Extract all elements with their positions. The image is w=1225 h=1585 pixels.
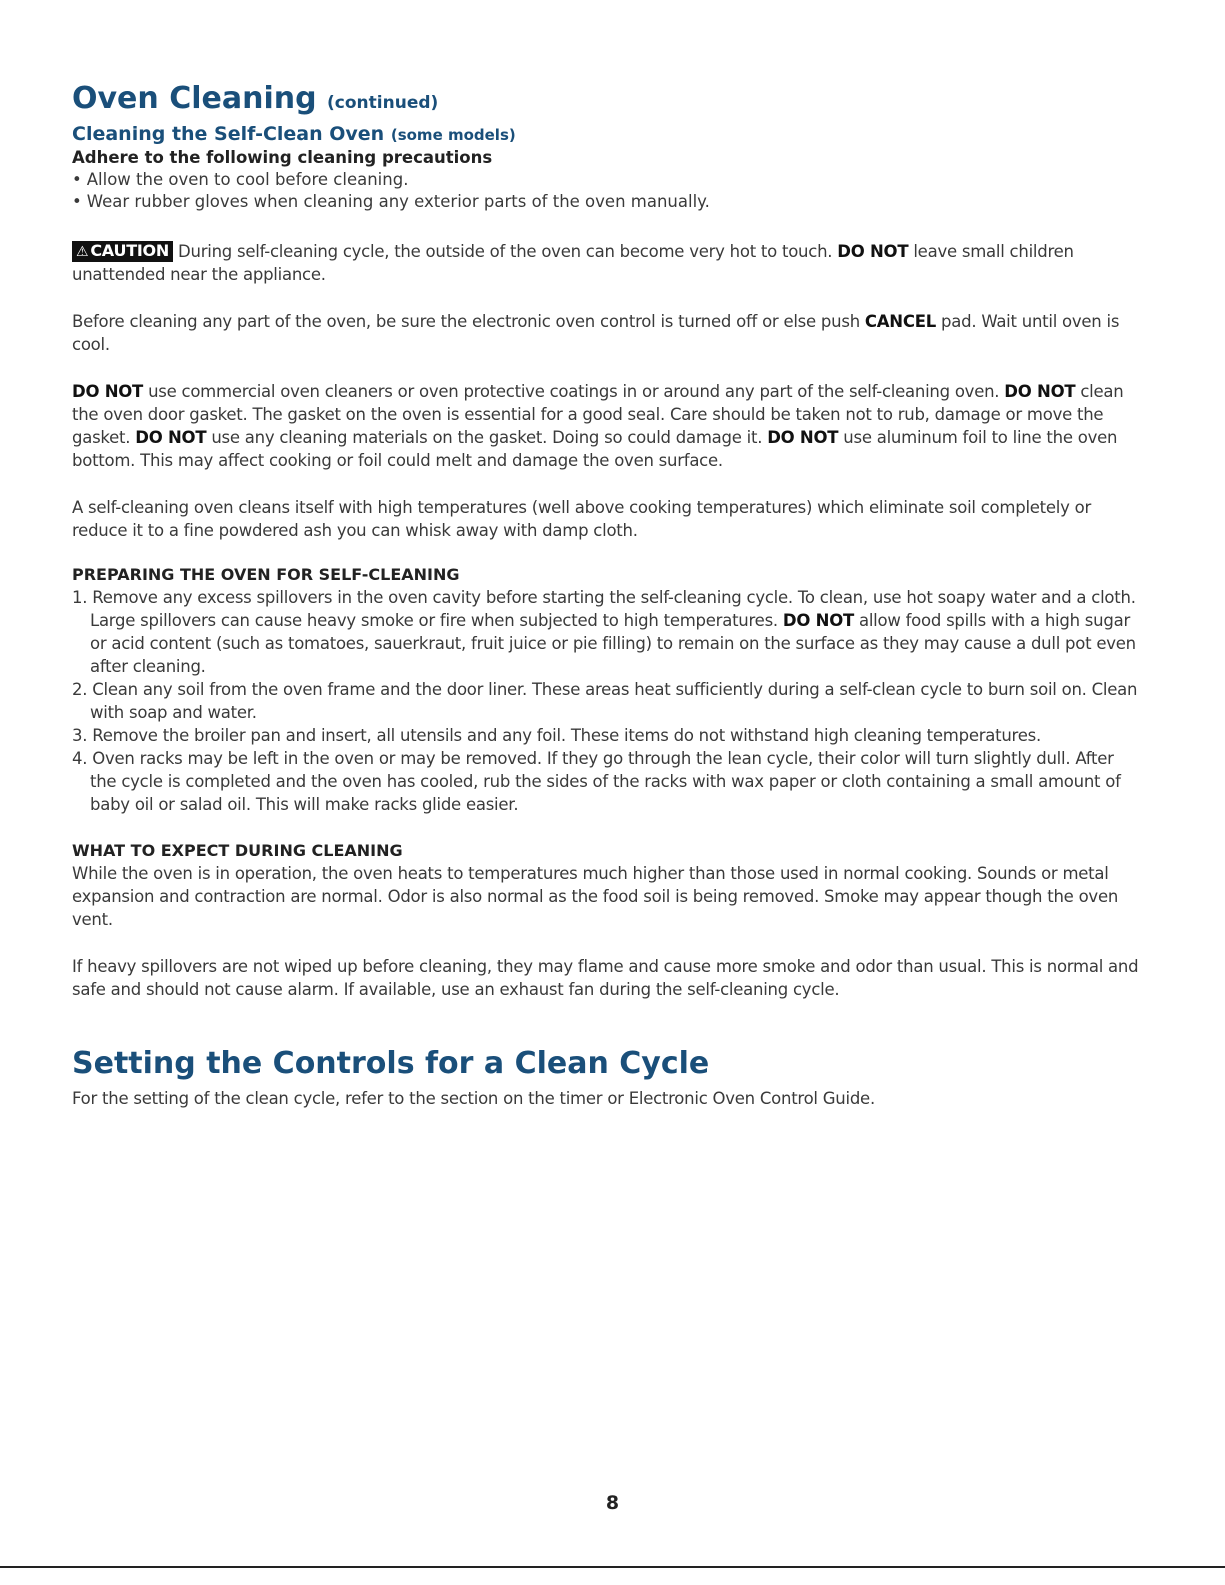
caution-text-end: leave small children unattended near the appliance. (72, 242, 1074, 284)
page-number: 8 (605, 1492, 620, 1514)
step-number: 1. (72, 588, 88, 607)
spillover-paragraph: If heavy spillovers are not wiped up before cleaning, they may flame and cause more smoke and odor than usual. This is normal and safe and should not cause alarm. If available, use an exhaust fan during the self-cleaning cycle. (72, 957, 1139, 999)
step-number: 3. (72, 726, 88, 745)
self-clean-paragraph: A self-cleaning oven cleans itself with high temperatures (well above cooking temperatures) which eliminate soil completely or reduce it to a fine powdered ash you can whisk away with damp cloth. (72, 498, 1092, 540)
list-item (72, 724, 1140, 747)
list-item (72, 747, 1140, 816)
controls-heading: Setting the Controls for a Clean Cycle (72, 1046, 710, 1081)
controls-paragraph: For the setting of the clean cycle, refer to the section on the timer or Electronic Oven Control Guide. (72, 1089, 875, 1108)
expect-paragraph: While the oven is in operation, the oven heats to temperatures much higher than those used in normal cooking. Sounds or metal expansion and contraction are normal. Odor is also normal as the food soil is being removed. Smoke may appear though the oven vent. (72, 864, 1119, 929)
caution-text: During self-cleaning cycle, the outside of the oven can become very hot to touch. (178, 242, 833, 261)
do-not-text: use aluminum foil to line the oven bottom. This may affect cooking or foil could melt and damage the oven surface. (72, 428, 1118, 470)
step-text: Remove the broiler pan and insert, all utensils and any foil. These items do not withstand high cleaning temperatures. (92, 726, 1041, 745)
do-not-text: clean the oven door gasket. The gasket on the oven is essential for a good seal. Care should be taken not to rub, damage or move the gasket. (72, 382, 1124, 447)
step-keyword: DO NOT (782, 611, 854, 630)
preparing-steps (72, 586, 1140, 816)
step-text: Clean any soil from the oven frame and the door liner. These areas heat sufficiently during a self-clean cycle to burn soil on. Clean with soap and water. (90, 680, 1138, 722)
cancel-keyword: CANCEL (864, 312, 937, 331)
step-number: 4. (72, 749, 88, 768)
bottom-divider (0, 1566, 1225, 1568)
cancel-paragraph (72, 310, 1140, 356)
step-text: Remove any excess spillovers in the oven cavity before starting the self-cleaning cycle. To clean, use hot soapy water and a cloth. Large spillovers can cause heavy smoke or fire when subjected to high temperatures. (90, 588, 1136, 630)
page-title (72, 80, 1140, 122)
caution-badge (72, 241, 173, 262)
section-subtitle-suffix: (some models) (390, 126, 516, 144)
warning-triangle-icon: ⚠ (76, 244, 89, 260)
do-not-keyword: DO NOT (135, 428, 207, 447)
do-not-text: use commercial oven cleaners or oven protective coatings in or around any part of the self-cleaning oven. (148, 382, 1000, 401)
list-item: • Allow the oven to cool before cleaning. (72, 169, 1140, 191)
list-item (72, 586, 1140, 678)
section-subtitle (72, 122, 1140, 147)
do-not-text: use any cleaning materials on the gasket. Doing so could damage it. (211, 428, 763, 447)
caution-paragraph (72, 240, 1140, 286)
page-title-suffix: (continued) (327, 93, 439, 113)
page-content (72, 80, 1140, 1110)
expect-heading: WHAT TO EXPECT DURING CLEANING (72, 841, 403, 860)
list-item (72, 678, 1140, 724)
step-text: allow food spills with a high sugar or acid content (such as tomatoes, sauerkraut, fruit juice or pie filling) to remain on the surface as they may cause a dull pot even after cleaning. (90, 611, 1136, 676)
do-not-keyword: DO NOT (72, 382, 144, 401)
do-not-keyword: DO NOT (1004, 382, 1076, 401)
precautions-heading: Adhere to the following cleaning precautions (72, 148, 493, 167)
step-text: Oven racks may be left in the oven or may be removed. If they go through the lean cycle, their color will turn slightly dull. After the cycle is completed and the oven has cooled, rub the sides of the racks with wax paper or cloth containing a small amount of baby oil or salad oil. This will make racks glide easier. (90, 749, 1121, 814)
caution-keyword: DO NOT (837, 242, 909, 261)
caution-badge-label: CAUTION (90, 241, 170, 260)
preparing-heading: PREPARING THE OVEN FOR SELF-CLEANING (72, 565, 460, 584)
do-not-keyword: DO NOT (767, 428, 839, 447)
precautions-list (72, 169, 1140, 213)
do-not-paragraph (72, 380, 1140, 472)
cancel-text-end: pad. Wait until oven is cool. (72, 312, 1120, 354)
cancel-text: Before cleaning any part of the oven, be sure the electronic oven control is turned off or else push (72, 312, 860, 331)
section-subtitle-main: Cleaning the Self-Clean Oven (72, 123, 385, 145)
step-number: 2. (72, 680, 88, 699)
page-title-main: Oven Cleaning (72, 81, 317, 116)
list-item: • Wear rubber gloves when cleaning any exterior parts of the oven manually. (72, 191, 1140, 213)
